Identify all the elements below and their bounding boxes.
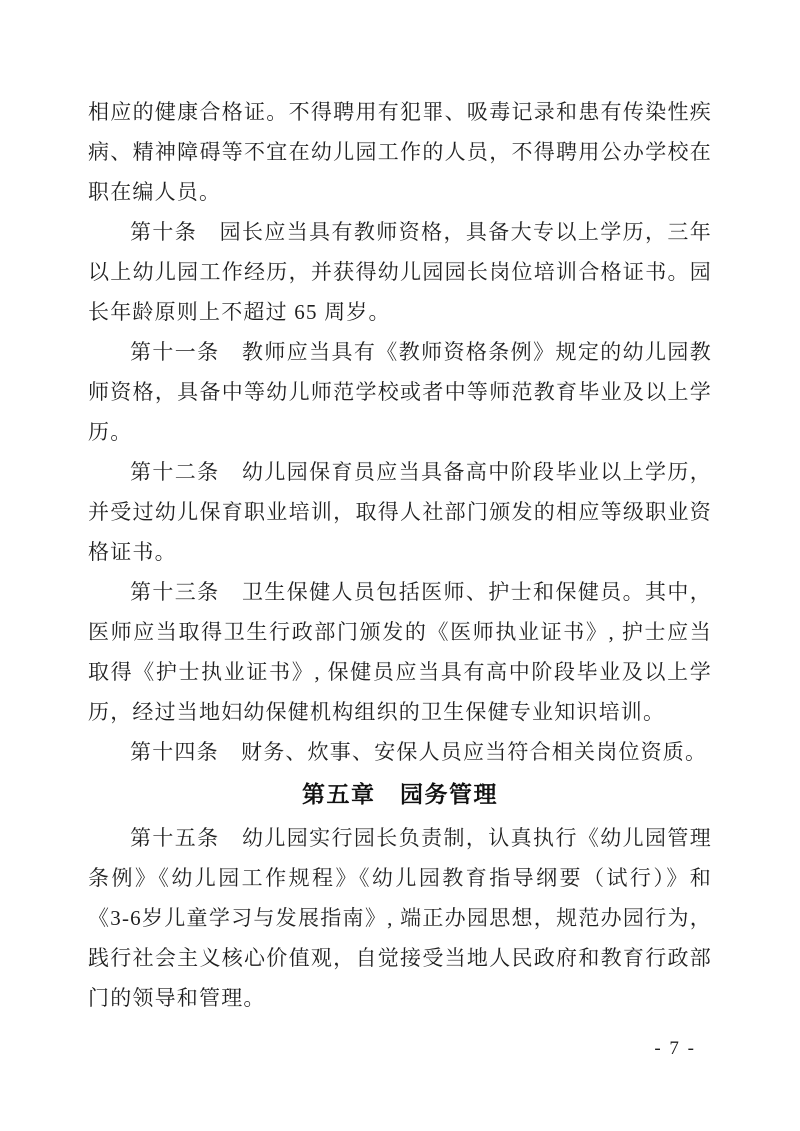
paragraph-article-14: 第十四条 财务、炊事、安保人员应当符合相关岗位资质。 — [130, 740, 708, 764]
paragraph-article-15: 第十五条 幼儿园实行园长负责制，认真执行《幼儿园管理条例》《幼儿园工作规程》《幼儿园教育指导纲要（试行）》和《3-6岁儿童学习与发展指南》, 端正办园思想，规范办园行为，践行社会主义核心价值观，自觉接受当地人民政府和教育行政部门的领导和管理。 — [88, 826, 712, 1010]
paragraph-article-10: 第十条 园长应当具有教师资格，具备大专以上学历，三年以上幼儿园工作经历，并获得幼儿园园长岗位培训合格证书。园长年龄原则上不超过 65 周岁。 — [88, 220, 712, 324]
chapter-heading: 第五章 园务管理 — [302, 782, 498, 808]
page-number: - 7 - — [654, 1038, 696, 1059]
text-block — [88, 92, 712, 1018]
paragraph-article-12: 第十二条 幼儿园保育员应当具备高中阶段毕业以上学历，并受过幼儿保育职业培训，取得人社部门颁发的相应等级职业资格证书。 — [88, 460, 712, 564]
paragraph-article-13: 第十三条 卫生保健人员包括医师、护士和保健员。其中，医师应当取得卫生行政部门颁发的《医师执业证书》, 护士应当取得《护士执业证书》, 保健员应当具有高中阶段毕业及以上学历，经过当地妇幼保健机构组织的卫生保健专业知识培训。 — [88, 580, 712, 724]
paragraph-article-11: 第十一条 教师应当具有《教师资格条例》规定的幼儿园教师资格，具备中等幼儿师范学校或者中等师范教育毕业及以上学历。 — [88, 340, 712, 444]
paragraph-continuation: 相应的健康合格证。不得聘用有犯罪、吸毒记录和患有传染性疾病、精神障碍等不宜在幼儿园工作的人员，不得聘用公办学校在职在编人员。 — [88, 100, 712, 204]
